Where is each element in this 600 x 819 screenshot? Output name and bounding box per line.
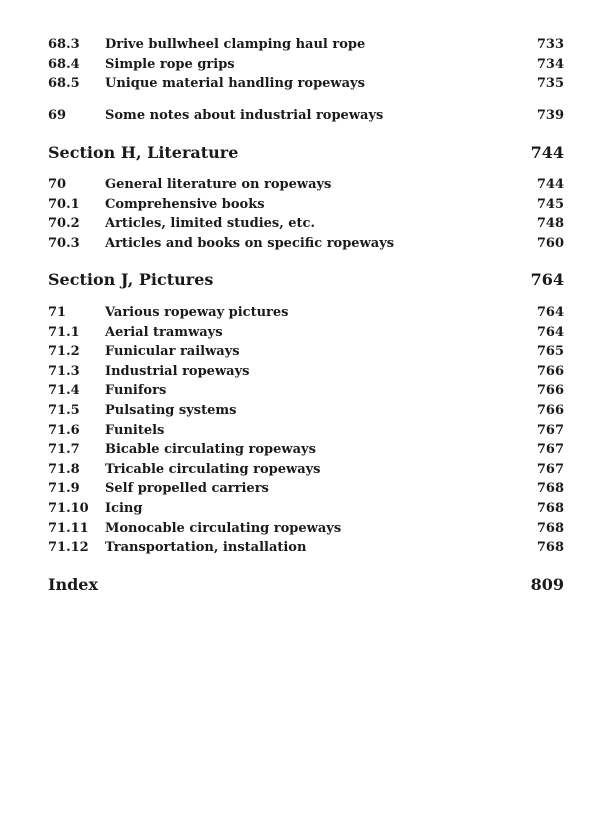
- entry-title: Articles and books on specific ropeways: [105, 236, 395, 251]
- entry-page: 766: [536, 403, 564, 418]
- toc-entry-71-6: [48, 421, 564, 441]
- toc-entry-70-1: [48, 195, 564, 215]
- entry-title: General literature on ropeways: [105, 177, 332, 192]
- entry-title: Industrial ropeways: [105, 364, 250, 379]
- entry-number: 68.4: [48, 57, 80, 72]
- entry-title: Transportation, installation: [105, 540, 307, 555]
- entry-title: Pulsating systems: [105, 403, 237, 418]
- entry-title: Drive bullwheel clamping haul rope: [105, 37, 366, 52]
- entry-page: 768: [536, 540, 564, 555]
- toc-entry-70-2: [48, 214, 564, 234]
- entry-page: 766: [536, 364, 564, 379]
- toc-entry-71-1: [48, 323, 564, 343]
- entry-page: 735: [536, 76, 564, 91]
- entry-number: 71.5: [48, 403, 80, 418]
- entry-title: Aerial tramways: [105, 325, 223, 340]
- entry-title: Funifors: [105, 383, 167, 398]
- entry-title: Unique material handling ropeways: [105, 76, 365, 91]
- toc-entry-71-2: [48, 342, 564, 362]
- toc-entry-70: [48, 175, 564, 195]
- section-title: Section H, Literature: [48, 143, 239, 162]
- section-title: Section J, Pictures: [48, 270, 214, 289]
- entry-number: 71.3: [48, 364, 80, 379]
- toc-entry-68-3: [48, 35, 564, 55]
- toc-entry-71-7: [48, 440, 564, 460]
- entry-page: 744: [536, 177, 564, 192]
- entry-number: 71: [48, 305, 67, 320]
- entry-title: Some notes about industrial ropeways: [105, 108, 384, 123]
- entry-page: 768: [536, 521, 564, 536]
- entry-page: 767: [536, 462, 564, 477]
- toc-entry-71-12: [48, 538, 564, 558]
- entry-number: 70: [48, 177, 67, 192]
- entry-number: 71.9: [48, 481, 80, 496]
- toc-entry-71-11: [48, 519, 564, 539]
- entry-number: 71.2: [48, 344, 80, 359]
- entry-number: 70.2: [48, 216, 80, 231]
- entry-number: 68.5: [48, 76, 80, 91]
- entry-page: 767: [536, 442, 564, 457]
- entry-page: 767: [536, 423, 564, 438]
- entry-title: Tricable circulating ropeways: [105, 462, 321, 477]
- entry-title: Self propelled carriers: [105, 481, 269, 496]
- entry-number: 71.1: [48, 325, 80, 340]
- entry-number: 71.12: [48, 540, 89, 555]
- entry-title: Comprehensive books: [105, 197, 265, 212]
- entry-title: Articles, limited studies, etc.: [105, 216, 315, 231]
- entry-page: 734: [536, 57, 564, 72]
- entry-title: Funitels: [105, 423, 165, 438]
- section-heading-h: [48, 141, 564, 165]
- toc-entry-71-8: [48, 460, 564, 480]
- entry-number: 69: [48, 108, 67, 123]
- toc-entry-68-4: [48, 55, 564, 75]
- entry-number: 70.3: [48, 236, 80, 251]
- entry-page: 765: [536, 344, 564, 359]
- entry-number: 71.4: [48, 383, 80, 398]
- entry-title: Bicable circulating ropeways: [105, 442, 316, 457]
- entry-page: 739: [536, 108, 564, 123]
- entry-page: 768: [536, 481, 564, 496]
- index-page: 809: [530, 575, 564, 594]
- entry-title: Simple rope grips: [105, 57, 235, 72]
- entry-page: 760: [536, 236, 564, 251]
- entry-number: 71.10: [48, 501, 89, 516]
- toc-entry-71-5: [48, 401, 564, 421]
- entry-page: 768: [536, 501, 564, 516]
- index-heading: [48, 573, 564, 597]
- entry-title: Monocable circulating ropeways: [105, 521, 342, 536]
- entry-page: 764: [536, 325, 564, 340]
- entry-page: 748: [536, 216, 564, 231]
- toc-entry-71-3: [48, 362, 564, 382]
- section-heading-j: [48, 268, 564, 292]
- toc-entry-71-9: [48, 479, 564, 499]
- entry-number: 71.7: [48, 442, 80, 457]
- entry-number: 71.11: [48, 521, 89, 536]
- entry-title: Icing: [105, 501, 143, 516]
- entry-number: 71.8: [48, 462, 80, 477]
- toc-entry-68-5: [48, 74, 564, 94]
- toc-entry-71: [48, 303, 564, 323]
- entry-page: 745: [536, 197, 564, 212]
- toc-entry-70-3: [48, 234, 564, 254]
- toc-entry-71-4: [48, 381, 564, 401]
- entry-page: 733: [536, 37, 564, 52]
- entry-page: 766: [536, 383, 564, 398]
- entry-number: 71.6: [48, 423, 80, 438]
- entry-title: Funicular railways: [105, 344, 240, 359]
- entry-page: 764: [536, 305, 564, 320]
- entry-title: Various ropeway pictures: [105, 305, 289, 320]
- section-page: 744: [530, 143, 564, 162]
- section-page: 764: [530, 270, 564, 289]
- toc-entry-71-10: [48, 499, 564, 519]
- entry-number: 70.1: [48, 197, 80, 212]
- index-title: Index: [48, 575, 99, 594]
- toc-entry-69: [48, 106, 564, 126]
- entry-number: 68.3: [48, 37, 80, 52]
